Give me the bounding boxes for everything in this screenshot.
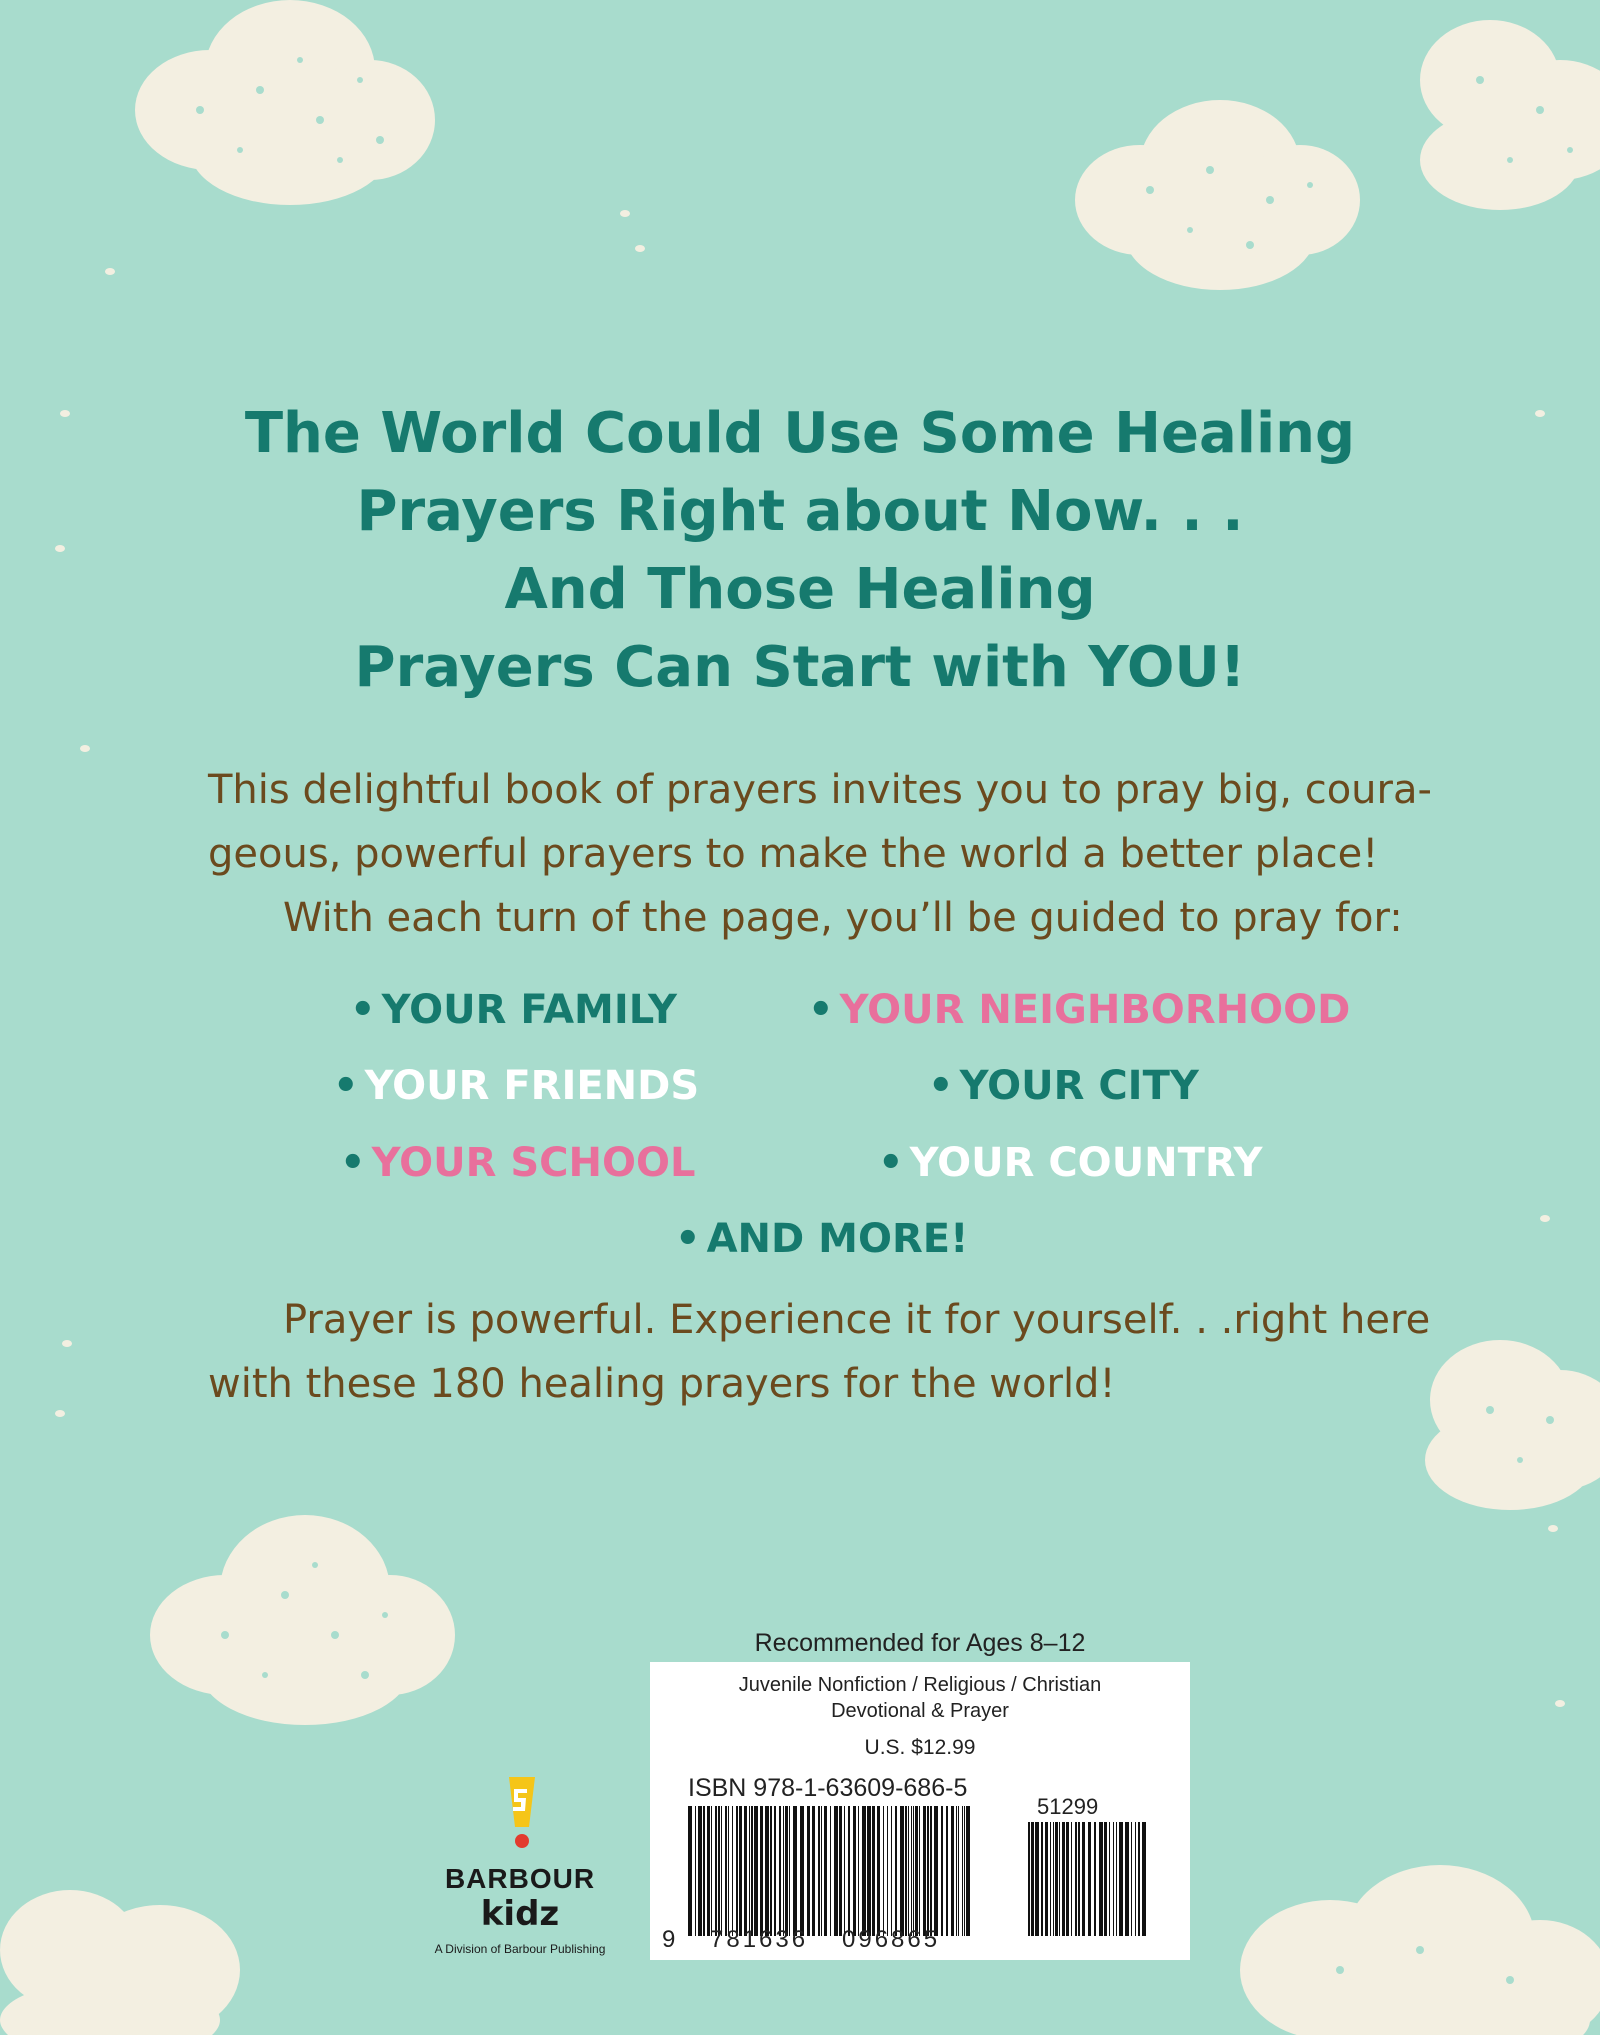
bullet-dot: • [808, 987, 834, 1033]
barcode-bar [858, 1806, 859, 1936]
speck [55, 1410, 65, 1417]
barcode-bar [1104, 1822, 1107, 1936]
barcode-bar [958, 1806, 959, 1936]
barcode-bar [962, 1806, 963, 1936]
barcode-digits-right: 096865 [842, 1926, 941, 1953]
barcode-bar [867, 1806, 871, 1936]
speck [80, 745, 90, 752]
closing-line: Prayer is powerful. Experience it for yourself. . .right here [283, 1297, 1431, 1343]
barcode-bar [908, 1806, 909, 1936]
barcode-bar [721, 1806, 722, 1936]
cloud-top-left [120, 0, 440, 215]
barcode-bar [779, 1806, 781, 1936]
barcode-bar [848, 1806, 850, 1936]
barcode-bar [905, 1806, 907, 1936]
speck [620, 210, 630, 217]
barcode-bar [1045, 1822, 1048, 1936]
barcode-bar [830, 1806, 831, 1936]
intro-line: This delightful book of prayers invites you to pray big, coura- [208, 767, 1432, 813]
barcode-bar [1125, 1822, 1129, 1936]
bullet-label: AND MORE! [706, 1216, 969, 1262]
barcode-bar [718, 1806, 720, 1936]
bullet-your-city [928, 1062, 1199, 1110]
barcode-bar [923, 1806, 926, 1936]
barcode-bar [956, 1806, 957, 1936]
cloud-top-right [1060, 90, 1370, 300]
barcode-bar [736, 1806, 738, 1936]
barcode-bar [1035, 1822, 1039, 1936]
barcode-bar [770, 1806, 772, 1936]
barcode-bar [1075, 1822, 1077, 1936]
barcode-bar [1094, 1822, 1096, 1936]
bullet-label: YOUR SCHOOL [371, 1140, 696, 1186]
bullet-label: YOUR FAMILY [381, 987, 677, 1033]
headline-line: Prayers Can Start with YOU! [354, 635, 1246, 700]
bullet-and-more [675, 1215, 968, 1263]
barcode-bar [688, 1806, 692, 1936]
barcode-bar [715, 1806, 717, 1936]
bullet-your-country [878, 1139, 1263, 1187]
barcode-bar [739, 1806, 742, 1936]
barcode-bar [946, 1806, 948, 1936]
barcode-bar [853, 1806, 856, 1936]
barcode-bar [1053, 1822, 1054, 1936]
speck [635, 245, 645, 252]
barcode-bar [765, 1806, 769, 1936]
barcode-bar [1142, 1822, 1146, 1936]
barcode-bar [895, 1806, 897, 1936]
barcode-bar [1031, 1822, 1034, 1936]
speck [1548, 1525, 1558, 1532]
barcode-bar [1131, 1822, 1132, 1936]
barcode-bar [1078, 1822, 1080, 1936]
barcode-bar [818, 1806, 820, 1936]
bullet-label: YOUR CITY [959, 1063, 1199, 1109]
barcode-bar [774, 1806, 776, 1936]
barcode-bar [966, 1806, 970, 1936]
publisher-name: BARBOUR [444, 1863, 596, 1894]
barcode-bar [862, 1806, 866, 1936]
barcode-bar [1109, 1822, 1110, 1936]
bullet-label: YOUR COUNTRY [909, 1140, 1263, 1186]
barcode-bar [915, 1806, 918, 1936]
barcode-digit-first: 9 [662, 1926, 676, 1953]
bullet-dot: • [878, 1140, 904, 1186]
closing-line: with these 180 healing prayers for the world! [208, 1361, 1116, 1407]
barcode-bar [1088, 1822, 1091, 1936]
barcode-bar [793, 1806, 797, 1936]
headline [0, 395, 1600, 707]
barcode-bar [930, 1806, 932, 1936]
barcode-bar [964, 1806, 965, 1936]
barcode-bar [1138, 1822, 1140, 1936]
barcode-bar [900, 1806, 904, 1936]
cloud-bottom-far-left [0, 1870, 250, 2035]
barcode-panel [650, 1662, 1190, 1960]
publisher-tagline: A Division of Barbour Publishing [434, 1942, 606, 1956]
barcode-bar [891, 1806, 892, 1936]
barcode-bar [934, 1806, 938, 1936]
barcode-bar [1028, 1822, 1030, 1936]
barcode-bar [711, 1806, 712, 1936]
category-line: Devotional & Prayer [831, 1700, 1009, 1722]
bullet-label: YOUR NEIGHBORHOOD [839, 987, 1351, 1033]
cloud-right-edge [1410, 0, 1600, 235]
headline-line: And Those Healing [504, 557, 1096, 622]
barcode-bar [1119, 1822, 1123, 1936]
bullet-your-neighborhood [808, 986, 1350, 1034]
speck [62, 1340, 72, 1347]
barcode-bar [703, 1806, 705, 1936]
barcode-bar [834, 1806, 838, 1936]
barcode-bar [1041, 1822, 1043, 1936]
intro-line: With each turn of the page, you’ll be guided to pray for: [283, 895, 1403, 941]
barcode-bar [1071, 1822, 1072, 1936]
speck [1555, 1700, 1565, 1707]
barcode-bar [821, 1806, 822, 1936]
barcode-bar [872, 1806, 875, 1936]
recommended-ages: Recommended for Ages 8–12 [754, 1629, 1086, 1657]
bullet-dot: • [340, 1140, 366, 1186]
headline-line: The World Could Use Some Healing [244, 401, 1356, 466]
barcode-bar [941, 1806, 943, 1936]
intro-paragraph [208, 758, 1432, 950]
price: U.S. $12.99 [864, 1736, 976, 1759]
barcode-bar [1066, 1822, 1069, 1936]
bullet-dot: • [675, 1216, 701, 1262]
speck [105, 268, 115, 275]
barcode-bar [927, 1806, 929, 1936]
barcode-bar [744, 1806, 747, 1936]
intro-line: geous, powerful prayers to make the world a better place! [208, 831, 1379, 877]
bullet-dot: • [928, 1063, 954, 1109]
bullet-your-school [340, 1139, 695, 1187]
barcode-bar [760, 1806, 763, 1936]
barcode-bar [919, 1806, 920, 1936]
barcode-digits-left: 781636 [710, 1926, 809, 1953]
barcode-bar [1099, 1822, 1103, 1936]
barcode-bar [887, 1806, 888, 1936]
barcode-bar [1082, 1822, 1085, 1936]
cloud-mid-right [1410, 1320, 1600, 1520]
barcode-bar [824, 1806, 827, 1936]
publisher-kidz: kidz [480, 1894, 560, 1934]
closing-paragraph [208, 1288, 1431, 1416]
barcode-bar [732, 1806, 733, 1936]
barcode-bar [789, 1806, 790, 1936]
barcode-bar [785, 1806, 788, 1936]
barcode-bar [1062, 1822, 1065, 1936]
barcode-bar [839, 1806, 842, 1936]
bullet-your-family [350, 986, 677, 1034]
barcode-bar [751, 1806, 753, 1936]
barcode-bar [1135, 1822, 1136, 1936]
headline-line: Prayers Right about Now. . . [356, 479, 1244, 544]
barcode-bar [1116, 1822, 1117, 1936]
barcode-bar [807, 1806, 810, 1936]
barcode-bar [754, 1806, 758, 1936]
barcode-bar [695, 1806, 696, 1936]
barcode-bar [1059, 1822, 1060, 1936]
barcode-bar [749, 1806, 750, 1936]
barcode-bar [707, 1806, 710, 1936]
barcode-bar [783, 1806, 784, 1936]
barcode-bar [800, 1806, 804, 1936]
cloud-bottom-left [135, 1505, 465, 1735]
barcode-bar [911, 1806, 912, 1936]
bullet-your-friends [333, 1062, 699, 1110]
barcode-bar [1113, 1822, 1114, 1936]
barcode-bar [883, 1806, 884, 1936]
barcode-bar [1055, 1822, 1058, 1936]
speck [1540, 1215, 1550, 1222]
price-code: 51299 [1037, 1794, 1099, 1819]
category-line: Juvenile Nonfiction / Religious / Christian [738, 1674, 1102, 1696]
barcode-bar [728, 1806, 729, 1936]
barcode-bar [698, 1806, 702, 1936]
barcode-addon [1028, 1822, 1148, 1936]
cloud-bottom-right [1220, 1860, 1600, 2035]
barcode-bar [844, 1806, 845, 1936]
bullet-label: YOUR FRIENDS [364, 1063, 700, 1109]
barcode-bar [877, 1806, 880, 1936]
bullet-dot: • [333, 1063, 359, 1109]
barcode-bar [725, 1806, 727, 1936]
barcode-bar [913, 1806, 914, 1936]
barcode-main [688, 1806, 970, 1936]
bullet-dot: • [350, 987, 376, 1033]
barcode-bar [951, 1806, 954, 1936]
publisher-logo [400, 1770, 640, 1970]
exclamation-logo-icon [495, 1775, 545, 1855]
isbn: ISBN 978-1-63609-686-5 [688, 1774, 968, 1802]
barcode-bar [1050, 1822, 1051, 1936]
barcode-bar [812, 1806, 815, 1936]
